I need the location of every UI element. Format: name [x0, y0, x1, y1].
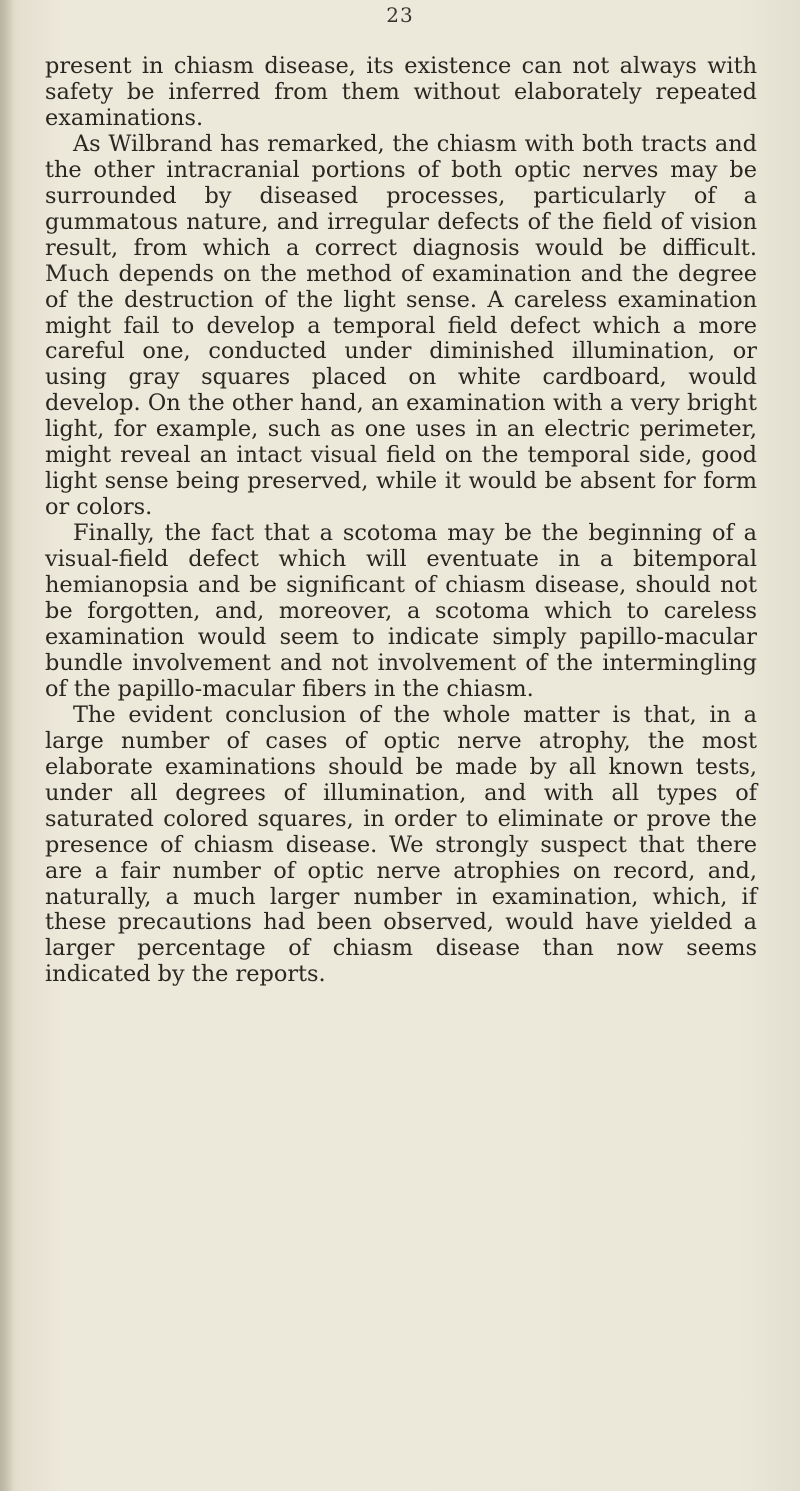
paragraph-1: present in chiasm disease, its existence can not always with safety be inferred from them without elaborately repeated examinations. — [45, 53, 757, 131]
paragraph-4: The evident conclusion of the whole matter is that, in a large number of cases of optic nerve atrophy, the most elaborate examinations should be made by all known tests, under all degrees of illumination, and with all types of saturated colored squares, in order to eliminate or prove the presence of chiasm disease. We strongly suspect that there are a fair number of optic nerve atrophies on record, and, naturally, a much larger number in examination, which, if these precautions had been observed, would have yielded a larger percentage of chiasm disease than now seems indicated by the reports. — [45, 701, 757, 988]
body-text — [45, 54, 757, 988]
paragraph-2: As Wilbrand has remarked, the chiasm with both tracts and the other intracranial portions of both optic nerves may be surrounded by diseased processes, particularly of a gummatous nature, and irregular defects of the field of vision result, from which a correct diagnosis would be difficult. Much depends on the method of examination and the degree of the destruction of the light sense. A careless examination might fail to develop a temporal field defect which a more careful one, conducted under diminished illumination, or using gray squares placed on white cardboard, would develop. On the other hand, an examination with a very bright light, for example, such as one uses in an electric perimeter, might reveal an intact visual field on the temporal side, good light sense being preserved, while it would be absent for form or colors. — [45, 130, 757, 521]
page-number: 23 — [386, 3, 414, 27]
paragraph-3: Finally, the fact that a scotoma may be the beginning of a visual-field defect which will eventuate in a bitemporal hemianopsia and be significant of chiasm disease, should not be forgotten, and, moreover, a scotoma which to careless examination would seem to indicate simply papillo-macular bundle involvement and not involvement of the intermingling of the papillo-macular fibers in the chiasm. — [45, 520, 757, 702]
binding-shadow — [0, 0, 14, 1491]
